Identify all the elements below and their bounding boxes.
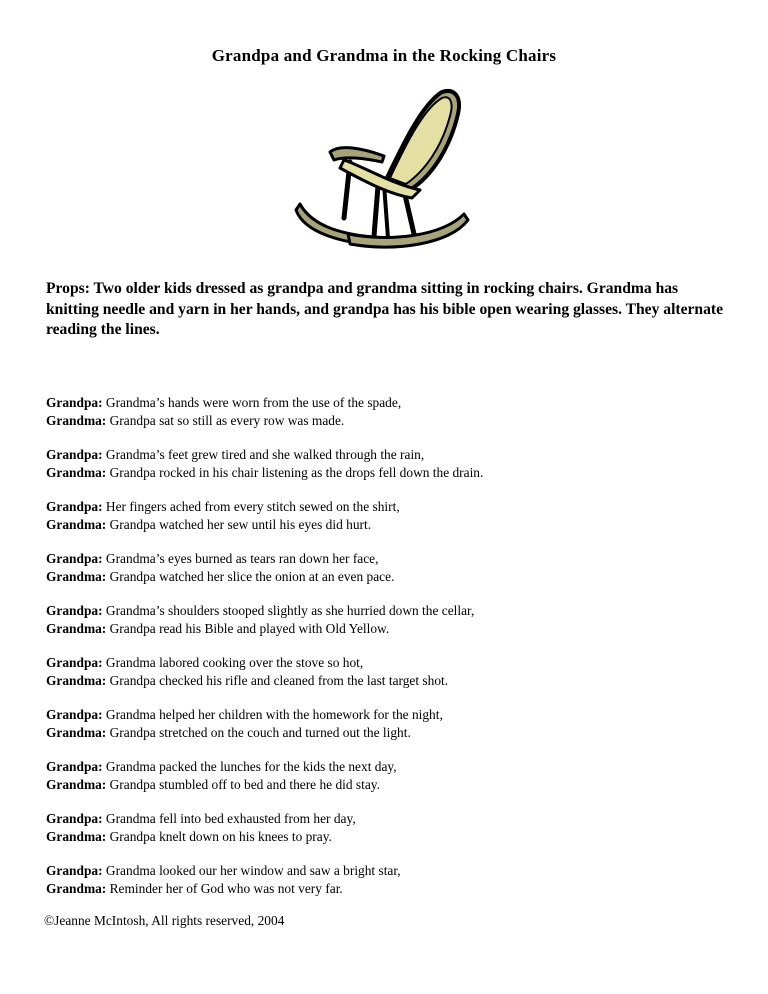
- grandma-line: [46, 672, 726, 690]
- speaker-grandpa: Grandpa:: [46, 603, 103, 618]
- page-title: Grandpa and Grandma in the Rocking Chairs: [211, 46, 557, 65]
- line-text: Grandpa stretched on the couch and turned out the light.: [109, 725, 411, 740]
- grandpa-line: [46, 706, 726, 724]
- line-text: Grandma packed the lunches for the kids the next day,: [105, 759, 397, 774]
- grandpa-line: [46, 862, 726, 880]
- line-text: Grandma fell into bed exhausted from her day,: [105, 811, 356, 826]
- props-paragraph: Props: Two older kids dressed as grandpa and grandma sitting in rocking chairs. Grandma has knitting needle and yarn in her hands, and grandpa has his bible open wearing glasses. They alternate reading the lines.: [46, 280, 724, 338]
- grandpa-line: [46, 810, 726, 828]
- stanza: [46, 394, 726, 430]
- line-text: Grandpa watched her sew until his eyes did hurt.: [109, 517, 372, 532]
- line-text: Grandpa sat so still as every row was made.: [109, 413, 345, 428]
- speaker-grandma: Grandma:: [46, 829, 107, 844]
- grandma-line: [46, 412, 726, 430]
- grandma-line: [46, 516, 726, 534]
- speaker-grandpa: Grandpa:: [46, 811, 103, 826]
- grandpa-line: [46, 550, 726, 568]
- grandma-line: [46, 880, 726, 898]
- speaker-grandpa: Grandpa:: [46, 863, 103, 878]
- grandpa-line: [46, 602, 726, 620]
- line-text: Grandma helped her children with the homework for the night,: [105, 707, 443, 722]
- speaker-grandma: Grandma:: [46, 881, 107, 896]
- stanza: [46, 498, 726, 534]
- dialogue-lines: [46, 394, 726, 914]
- stanza: [46, 862, 726, 898]
- speaker-grandma: Grandma:: [46, 465, 107, 480]
- grandma-line: [46, 568, 726, 586]
- stanza: [46, 550, 726, 586]
- grandma-line: [46, 828, 726, 846]
- grandma-line: [46, 776, 726, 794]
- line-text: Her fingers ached from every stitch sewed on the shirt,: [105, 499, 400, 514]
- stanza: [46, 706, 726, 742]
- line-text: Grandpa rocked in his chair listening as the drops fell down the drain.: [109, 465, 484, 480]
- stanza: [46, 654, 726, 690]
- speaker-grandma: Grandma:: [46, 777, 107, 792]
- grandma-line: [46, 724, 726, 742]
- line-text: Grandpa watched her slice the onion at an even pace.: [109, 569, 395, 584]
- stanza: [46, 602, 726, 638]
- grandpa-line: [46, 394, 726, 412]
- speaker-grandma: Grandma:: [46, 569, 107, 584]
- grandpa-line: [46, 654, 726, 672]
- grandpa-line: [46, 758, 726, 776]
- line-text: Grandpa read his Bible and played with Old Yellow.: [109, 621, 390, 636]
- speaker-grandpa: Grandpa:: [46, 499, 103, 514]
- grandma-line: [46, 464, 726, 482]
- line-text: Grandma looked our her window and saw a bright star,: [105, 863, 401, 878]
- speaker-grandpa: Grandpa:: [46, 707, 103, 722]
- stanza: [46, 810, 726, 846]
- speaker-grandpa: Grandpa:: [46, 447, 103, 462]
- line-text: Grandpa checked his rifle and cleaned from the last target shot.: [109, 673, 449, 688]
- speaker-grandpa: Grandpa:: [46, 551, 103, 566]
- speaker-grandpa: Grandpa:: [46, 759, 103, 774]
- speaker-grandma: Grandma:: [46, 517, 107, 532]
- copyright-notice: ©Jeanne McIntosh, All rights reserved, 2004: [44, 913, 285, 928]
- speaker-grandma: Grandma:: [46, 673, 107, 688]
- rocking-chair-icon: [292, 86, 472, 256]
- grandma-line: [46, 620, 726, 638]
- speaker-grandpa: Grandpa:: [46, 395, 103, 410]
- grandpa-line: [46, 446, 726, 464]
- stanza: [46, 446, 726, 482]
- line-text: Grandma labored cooking over the stove so hot,: [105, 655, 364, 670]
- line-text: Grandpa stumbled off to bed and there he did stay.: [109, 777, 380, 792]
- speaker-grandma: Grandma:: [46, 413, 107, 428]
- speaker-grandma: Grandma:: [46, 621, 107, 636]
- line-text: Reminder her of God who was not very far.: [109, 881, 343, 896]
- stanza: [46, 758, 726, 794]
- line-text: Grandma’s eyes burned as tears ran down her face,: [105, 551, 379, 566]
- grandpa-line: [46, 498, 726, 516]
- line-text: Grandma’s shoulders stooped slightly as she hurried down the cellar,: [105, 603, 475, 618]
- speaker-grandpa: Grandpa:: [46, 655, 103, 670]
- line-text: Grandma’s feet grew tired and she walked through the rain,: [105, 447, 425, 462]
- speaker-grandma: Grandma:: [46, 725, 107, 740]
- line-text: Grandma’s hands were worn from the use of the spade,: [105, 395, 402, 410]
- line-text: Grandpa knelt down on his knees to pray.: [109, 829, 332, 844]
